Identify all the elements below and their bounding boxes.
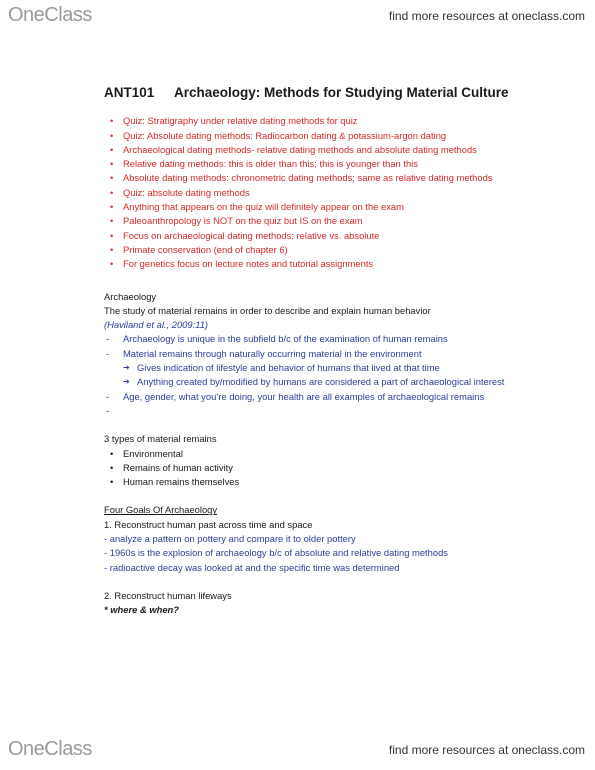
goal-1: 1. Reconstruct human past across time and space [104, 518, 313, 530]
course-code: ANT101 [104, 85, 155, 100]
definition-text: The study of material remains in order to describe and explain human behavior [104, 304, 431, 316]
list-item: • Focus on archaeological dating methods; relative vs. absolute [104, 229, 524, 243]
oneclass-logo-footer[interactable]: OneClass [8, 738, 92, 760]
page-title [104, 86, 524, 100]
footer-tagline-link[interactable]: find more resources at oneclass.com [388, 743, 585, 757]
goal-2: 2. Reconstruct human lifeways [104, 589, 232, 601]
oneclass-logo[interactable]: OneClass [8, 4, 92, 26]
list-item: • Relative dating methods: this is older than this; this is younger than this [104, 157, 524, 171]
list-item: • Paleoanthropology is NOT on the quiz but IS on the exam [104, 214, 524, 228]
list-item: ➔ Gives indication of lifestyle and behavior of humans that lived at that time [123, 361, 524, 375]
header-tagline-link[interactable]: find more resources at oneclass.com [388, 9, 585, 23]
sub-points [123, 361, 524, 390]
list-item [104, 347, 524, 390]
list-item: • Quiz: Absolute dating methods: Radiocarbon dating & potassium-argon dating [104, 129, 524, 143]
archaeology-heading: Archaeology [104, 290, 157, 302]
list-item-text: Material remains through naturally occurring material in the environment [123, 347, 422, 359]
document-body [104, 86, 524, 618]
list-item: • Absolute dating methods: chronometric dating methods; same as relative dating methods [104, 171, 524, 185]
list-item: • Environmental [104, 447, 524, 461]
goals-heading: Four Goals Of Archaeology [104, 504, 218, 516]
goal-1-point: - analyze a pattern on pottery and compare it to older pottery [104, 533, 356, 545]
lecture-title: Archaeology: Methods for Studying Material Culture [174, 85, 509, 100]
citation-text: (Haviland et al., 2009:11) [104, 319, 209, 331]
list-item: • Human remains themselves [104, 475, 524, 489]
quiz-notes-list [104, 114, 524, 271]
types-heading: 3 types of material remains [104, 433, 217, 445]
list-item: ➔ Anything created by/modified by humans are considered a part of archaeological interest [123, 375, 524, 389]
list-item: • Anything that appears on the quiz will definitely appear on the exam [104, 200, 524, 214]
list-item: - Archaeology is unique in the subfield b/c of the examination of human remains [104, 332, 524, 346]
list-item: • Remains of human activity [104, 461, 524, 475]
list-item: • Archaeological dating methods- relative dating methods and absolute dating methods [104, 143, 524, 157]
empty-list-item [104, 404, 524, 418]
list-item: - Age, gender, what you’re doing, your health are all examples of archaeological remains [104, 390, 524, 404]
list-item: • Primate conservation (end of chapter 6) [104, 243, 524, 257]
goal-2-sub: * where & when? [104, 604, 180, 616]
goal-1-point: - 1960s is the explosion of archaeology b/c of absolute and relative dating methods [104, 547, 448, 559]
list-item: • Quiz: absolute dating methods [104, 186, 524, 200]
archaeology-points [104, 332, 524, 418]
list-item: • Quiz: Stratigraphy under relative dating methods for quiz [104, 114, 524, 128]
list-item: • For genetics focus on lecture notes and tutorial assignments [104, 257, 524, 271]
types-list [104, 447, 524, 490]
goal-1-point: - radioactive decay was looked at and the specific time was determined [104, 561, 400, 573]
